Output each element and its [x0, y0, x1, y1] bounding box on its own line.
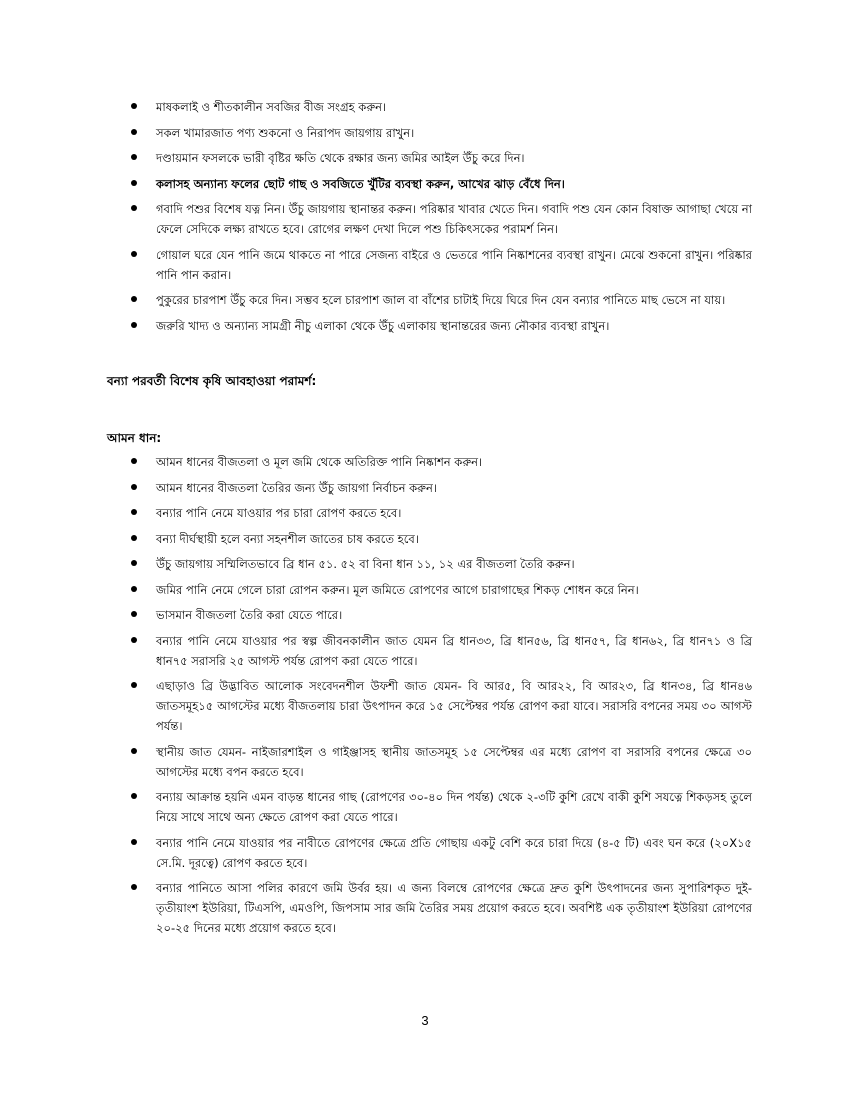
list-item-text: বন্যা দীর্ঘস্থায়ী হলে বন্যা সহনশীল জাতের চাষ করতে হবে। — [156, 531, 419, 546]
list-item — [0, 554, 850, 574]
list-item-text: বন্যার পানি নেমে যাওয়ার পর নাবীতে রোপণের ক্ষেত্রে প্রতি গোছায় একটু বেশি করে চারা দিয়ে (৪-৫ টি) এবং ঘন করে (২০X১৫ সে.মি. দূরত্বে) রোপণ করতে হবে। — [156, 835, 752, 870]
list-item-text: পুকুরের চারপাশ উঁচু করে দিন। সম্ভব হলে চারপাশ জাল বা বাঁশের চাটাই দিয়ে ঘিরে দিন যেন বন্যার পানিতে মাছ ভেসে না যায়। — [156, 293, 726, 307]
bullet-icon — [131, 484, 137, 490]
bullet-icon — [131, 535, 137, 541]
list-item — [0, 605, 850, 625]
list-item-text: জমির পানি নেমে গেলে চারা রোপন করুন। মূল জমিতে রোপণের আগে চারাগাছের শিকড় শোধন করে নিন। — [156, 582, 639, 597]
list-item — [0, 787, 850, 827]
bullet-icon — [131, 180, 137, 186]
list-item-text: কলাসহ অন্যান্য ফলের ছোট গাছ ও সবজিতে খুঁটির ব্যবস্থা করুন, আখের ঝাড় বেঁধে দিন। — [156, 176, 565, 191]
bullet-icon — [131, 251, 137, 257]
list-item-text: দণ্ডায়মান ফসলকে ভারী বৃষ্টির ক্ষতি থেকে রক্ষার জন্য জমির আইল উঁচু করে দিন। — [156, 151, 525, 165]
list-item — [0, 97, 850, 117]
list-item-text: উঁচু জায়গায় সম্মিলিতভাবে ব্রি ধান ৫১. ৫২ বা বিনা ধান ১১, ১২ এর বীজতলা তৈরি করুন। — [156, 557, 575, 571]
bullet-icon — [131, 205, 137, 211]
list-item-text: বন্যার পানি নেমে যাওয়ার পর স্বল্প জীবনকালীন জাত যেমন ব্রি ধান৩৩, ব্রি ধান৫৬, ব্রি ধান৫৭, ব্রি ধান৬২, ব্রি ধান৭১ ও ব্রি ধান৭৫ সরাসরি ২৫ আগস্ট পর্যন্ত রোপণ করা যেতে পারে। — [156, 633, 752, 668]
list-item-text: বন্যায় আক্রান্ত হয়নি এমন বাড়ন্ত ধানের গাছ (রোপণের ৩০-৪০ দিন পর্যন্ত) থেকে ২-৩টি কুশি রেখে বাকী কুশি সযত্নে শিকড়সহ তুলে নিয়ে সাথে সাথে অন্য ক্ষেতে রোপণ করা যেতে পারে। — [156, 790, 752, 824]
bullet-icon — [131, 586, 137, 592]
list-item — [0, 878, 850, 938]
list-item — [0, 245, 850, 285]
list-item-text: বন্যার পানিতে আসা পলির কারণে জমি উর্বর হয়। এ জন্য বিলম্বে রোপণের ক্ষেত্রে দ্রুত কুশি উৎপাদনের জন্য সুপারিশকৃত দুই-তৃতীয়াংশ ইউরিয়া, টিএসপি, এমওপি, জিপসাম সার জমি তৈরির সময় প্রয়োগ করতে হবে। অবশিষ্ট এক তৃতীয়াংশ ইউরিয়া রোপণের ২০-২৫ দিনের মধ্যে প্রয়োগ করতে হবে। — [156, 881, 752, 935]
bullet-icon — [131, 682, 137, 688]
list-item — [0, 631, 850, 671]
list-item-text: গবাদি পশুর বিশেষ যত্ন নিন। উঁচু জায়গায় স্থানান্তর করুন। পরিষ্কার খাবার খেতে দিন। গবাদি পশু যেন কোন বিষাক্ত আগাছা খেয়ে না ফেলে সেদিকে লক্ষ্য রাখতে হবে। রোগের লক্ষণ দেখা দিলে পশু চিকিৎসকের পরামর্শ নিন। — [156, 202, 752, 236]
list-item — [0, 452, 850, 472]
bullet-icon — [131, 509, 137, 515]
list-item-text: গোয়াল ঘরে যেন পানি জমে থাকতে না পারে সেজন্য বাইরে ও ভেতরে পানি নিষ্কাশনের ব্যবস্থা রাখুন। মেঝে শুকনো রাখুন। পরিষ্কার পানি পান করান। — [156, 247, 752, 282]
bullet-icon — [131, 458, 137, 464]
list-item-text: জরুরি খাদ্য ও অন্যান্য সামগ্রী নীচু এলাকা থেকে উঁচু এলাকায় স্থানান্তরের জন্য নৌকার ব্যবস্থা রাখুন। — [156, 318, 610, 333]
list-item-text: ভাসমান বীজতলা তৈরি করা যেতে পারে। — [156, 608, 343, 622]
bullet-icon — [131, 839, 137, 845]
bullet-icon — [131, 129, 137, 135]
bullet-icon — [131, 793, 137, 799]
list-item — [0, 148, 850, 168]
list-item-text: আমন ধানের বীজতলা ও মূল জমি থেকে অতিরিক্ত পানি নিষ্কাশন করুন। — [156, 455, 483, 469]
list-item-text: মাষকলাই ও শীতকালীন সবজির বীজ সংগ্রহ করুন। — [156, 100, 387, 114]
bullet-icon — [131, 103, 137, 109]
list-item — [0, 478, 850, 498]
list-item — [0, 503, 850, 523]
list-item — [0, 316, 850, 336]
bullet-icon — [131, 611, 137, 617]
section-heading-post-flood-advisory: বন্যা পরবর্তী বিশেষ কৃষি আবহাওয়া পরামর্শ: — [107, 374, 317, 388]
list-item — [0, 290, 850, 310]
list-item — [0, 833, 850, 873]
list-item — [0, 676, 850, 736]
aman-rice-advice-list — [0, 452, 850, 944]
bullet-icon — [131, 748, 137, 754]
list-item — [0, 199, 850, 239]
general-advice-list — [0, 97, 850, 341]
bullet-icon — [131, 884, 137, 890]
list-item-text: এছাড়াও ব্রি উদ্ভাবিত আলোক সংবেদনশীল উফশী জাত যেমন- বি আর৫, বি আর২২, বি আর২৩, ব্রি ধান৩৪, ব্রি ধান৪৬ জাতসমূহ১৫ আগস্টের মধ্যে বীজতলায় চারা উৎপাদন করে ১৫ সেপ্টেম্বর পর্যন্ত রোপণ করা যাবে। সরাসরি বপনের সময় ৩০ আগস্ট পর্যন্ত। — [156, 679, 752, 733]
list-item — [0, 742, 850, 782]
bullet-icon — [131, 560, 137, 566]
subsection-heading-aman-rice: আমন ধান: — [107, 431, 162, 445]
list-item-text: স্থানীয় জাত যেমন- নাইজারশাইল ও গাইঞ্জাসহ স্থানীয় জাতসমূহ ১৫ সেপ্টেম্বর এর মধ্যে রোপণ বা সরাসরি বপনের ক্ষেত্রে ৩০ আগস্টের মধ্যে বপন করতে হবে। — [156, 744, 752, 779]
bullet-icon — [131, 296, 137, 302]
list-item-text: সকল খামারজাত পণ্য শুকনো ও নিরাপদ জায়গায় রাখুন। — [156, 125, 415, 140]
list-item — [0, 174, 850, 194]
page-number: 3 — [421, 1013, 429, 1028]
list-item-text: বন্যার পানি নেমে যাওয়ার পর চারা রোপণ করতে হবে। — [156, 506, 402, 520]
list-item — [0, 123, 850, 143]
list-item — [0, 529, 850, 549]
bullet-icon — [131, 154, 137, 160]
list-item-text: আমন ধানের বীজতলা তৈরির জন্য উঁচু জায়গা নির্বাচন করুন। — [156, 480, 437, 495]
bullet-icon — [131, 322, 137, 328]
bullet-icon — [131, 637, 137, 643]
list-item — [0, 580, 850, 600]
